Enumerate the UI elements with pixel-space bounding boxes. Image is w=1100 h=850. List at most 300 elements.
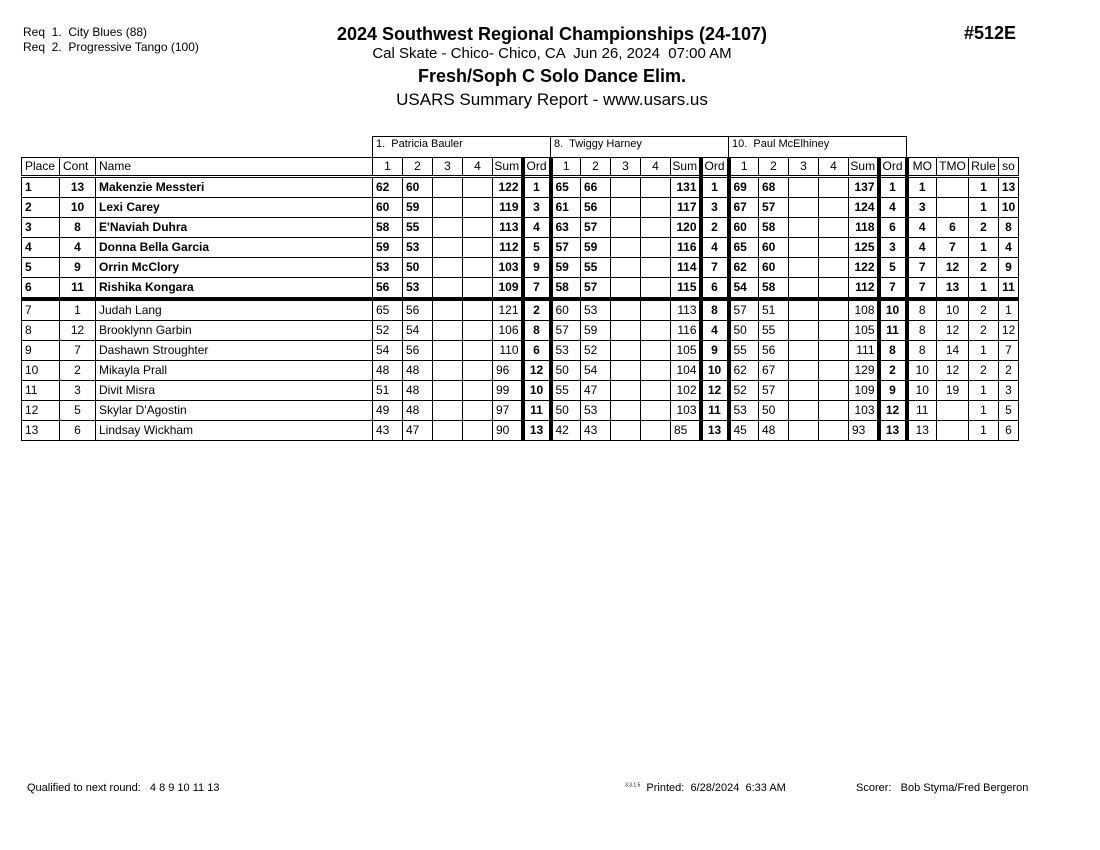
judge-1-score-3 xyxy=(433,177,463,198)
judge-2-ordinal: 3 xyxy=(701,198,729,218)
judge-2-score-3 xyxy=(611,198,641,218)
table-row xyxy=(22,401,1019,421)
place-cell: 6 xyxy=(22,278,60,300)
place-cell: 13 xyxy=(22,421,60,441)
judge-1-score-2: 48 xyxy=(403,381,433,401)
table-row xyxy=(22,299,1019,321)
judge-1-score-1: 51 xyxy=(373,381,403,401)
place-cell: 5 xyxy=(22,258,60,278)
judge-2-score-4 xyxy=(641,421,671,441)
judge-2-score-1: 59 xyxy=(551,258,581,278)
so-cell: 10 xyxy=(999,198,1019,218)
tmo-cell xyxy=(937,401,969,421)
judge-3-score-4 xyxy=(819,258,849,278)
col-j1-1: 1 xyxy=(373,158,403,177)
judge-1-sum: 90 xyxy=(493,421,523,441)
cont-cell: 5 xyxy=(60,401,96,421)
judge-2-score-3 xyxy=(611,238,641,258)
judge-2-score-4 xyxy=(641,361,671,381)
judge-2-score-4 xyxy=(641,341,671,361)
judge-2-score-1: 65 xyxy=(551,177,581,198)
judge-1-score-3 xyxy=(433,361,463,381)
judge-2-score-2: 53 xyxy=(581,401,611,421)
cont-cell: 11 xyxy=(60,278,96,300)
judge-1-score-1: 62 xyxy=(373,177,403,198)
judge-1-score-2: 59 xyxy=(403,198,433,218)
name-cell: Lindsay Wickham xyxy=(96,421,373,441)
cont-cell: 1 xyxy=(60,299,96,321)
judge-1-score-4 xyxy=(463,177,493,198)
tmo-cell: 6 xyxy=(937,218,969,238)
place-cell: 12 xyxy=(22,401,60,421)
judge-2-score-2: 55 xyxy=(581,258,611,278)
judge-2-ordinal: 13 xyxy=(701,421,729,441)
cont-cell: 8 xyxy=(60,218,96,238)
col-j1-sum: Sum xyxy=(493,158,523,177)
judge-1-ordinal: 1 xyxy=(523,177,551,198)
judge-3-sum: 109 xyxy=(849,381,879,401)
cont-cell: 9 xyxy=(60,258,96,278)
so-cell: 1 xyxy=(999,299,1019,321)
judges-row xyxy=(22,137,1019,158)
judge-3-score-1: 65 xyxy=(729,238,759,258)
judge-2-score-4 xyxy=(641,299,671,321)
judge-1-ordinal: 2 xyxy=(523,299,551,321)
judge-1-ordinal: 12 xyxy=(523,361,551,381)
judge-2-score-1: 61 xyxy=(551,198,581,218)
judge-1-score-1: 48 xyxy=(373,361,403,381)
scorer-info: Scorer: Bob Styma/Fred Bergeron xyxy=(856,782,1029,794)
judge-3-score-3 xyxy=(789,218,819,238)
qualified-list: Qualified to next round: 4 8 9 10 11 13 xyxy=(27,782,220,794)
judge-3-ordinal: 10 xyxy=(879,299,907,321)
place-cell: 11 xyxy=(22,381,60,401)
cont-cell: 6 xyxy=(60,421,96,441)
mo-cell: 8 xyxy=(907,299,937,321)
judge-3-score-1: 60 xyxy=(729,218,759,238)
mo-cell: 10 xyxy=(907,381,937,401)
col-j2-sum: Sum xyxy=(671,158,701,177)
table-row xyxy=(22,238,1019,258)
name-cell: Dashawn Stroughter xyxy=(96,341,373,361)
judge-2-name: 8. Twiggy Harney xyxy=(551,137,729,158)
judge-2-score-4 xyxy=(641,198,671,218)
col-j1-ord: Ord xyxy=(523,158,551,177)
col-tmo: TMO xyxy=(937,158,969,177)
judge-1-score-2: 50 xyxy=(403,258,433,278)
judge-2-ordinal: 8 xyxy=(701,299,729,321)
judge-3-score-2: 67 xyxy=(759,361,789,381)
judge-2-score-2: 59 xyxy=(581,321,611,341)
judge-2-sum: 85 xyxy=(671,421,701,441)
tmo-cell: 7 xyxy=(937,238,969,258)
judge-3-score-3 xyxy=(789,299,819,321)
judge-2-score-4 xyxy=(641,238,671,258)
judge-2-score-4 xyxy=(641,218,671,238)
judge-1-score-3 xyxy=(433,218,463,238)
judge-1-score-4 xyxy=(463,218,493,238)
judge-3-score-4 xyxy=(819,278,849,300)
cont-cell: 10 xyxy=(60,198,96,218)
judge-1-score-4 xyxy=(463,258,493,278)
cont-cell: 12 xyxy=(60,321,96,341)
judge-1-ordinal: 9 xyxy=(523,258,551,278)
name-cell: Lexi Carey xyxy=(96,198,373,218)
judge-3-score-1: 62 xyxy=(729,361,759,381)
judge-3-sum: 137 xyxy=(849,177,879,198)
judge-1-score-4 xyxy=(463,401,493,421)
name-cell: Donna Bella Garcia xyxy=(96,238,373,258)
judge-2-score-1: 50 xyxy=(551,361,581,381)
col-j3-4: 4 xyxy=(819,158,849,177)
judge-3-score-3 xyxy=(789,198,819,218)
col-j3-sum: Sum xyxy=(849,158,879,177)
judge-2-ordinal: 9 xyxy=(701,341,729,361)
judge-1-score-3 xyxy=(433,341,463,361)
place-cell: 7 xyxy=(22,299,60,321)
so-cell: 13 xyxy=(999,177,1019,198)
judge-2-ordinal: 11 xyxy=(701,401,729,421)
judge-1-ordinal: 8 xyxy=(523,321,551,341)
judge-1-sum: 99 xyxy=(493,381,523,401)
judge-2-sum: 103 xyxy=(671,401,701,421)
judge-2-score-2: 43 xyxy=(581,421,611,441)
mo-cell: 3 xyxy=(907,198,937,218)
table-row xyxy=(22,341,1019,361)
judge-1-sum: 103 xyxy=(493,258,523,278)
rule-cell: 1 xyxy=(969,401,999,421)
col-cont: Cont xyxy=(60,158,96,177)
requirement-1: Req 1. City Blues (88) xyxy=(23,25,148,39)
judge-1-score-1: 43 xyxy=(373,421,403,441)
judge-1-score-3 xyxy=(433,321,463,341)
rule-cell: 1 xyxy=(969,421,999,441)
judge-2-score-2: 54 xyxy=(581,361,611,381)
judge-2-score-3 xyxy=(611,401,641,421)
table-row xyxy=(22,198,1019,218)
judge-1-sum: 121 xyxy=(493,299,523,321)
mo-cell: 8 xyxy=(907,341,937,361)
mo-cell: 11 xyxy=(907,401,937,421)
judge-3-sum: 125 xyxy=(849,238,879,258)
judge-3-sum: 129 xyxy=(849,361,879,381)
requirement-2: Req 2. Progressive Tango (100) xyxy=(23,40,199,54)
judge-3-score-4 xyxy=(819,361,849,381)
judge-1-score-1: 52 xyxy=(373,321,403,341)
judge-1-score-3 xyxy=(433,258,463,278)
judge-3-score-3 xyxy=(789,278,819,300)
judge-1-score-2: 48 xyxy=(403,361,433,381)
judge-1-score-1: 54 xyxy=(373,341,403,361)
tmo-cell xyxy=(937,177,969,198)
judge-3-score-4 xyxy=(819,238,849,258)
judge-1-ordinal: 4 xyxy=(523,218,551,238)
col-so: so xyxy=(999,158,1019,177)
judge-3-ordinal: 4 xyxy=(879,198,907,218)
judge-2-score-2: 53 xyxy=(581,299,611,321)
judge-3-score-3 xyxy=(789,401,819,421)
so-cell: 9 xyxy=(999,258,1019,278)
judge-1-score-3 xyxy=(433,299,463,321)
judge-3-score-4 xyxy=(819,198,849,218)
judge-3-ordinal: 1 xyxy=(879,177,907,198)
judge-2-score-4 xyxy=(641,381,671,401)
judge-2-score-1: 50 xyxy=(551,401,581,421)
name-cell: Divit Misra xyxy=(96,381,373,401)
rule-cell: 2 xyxy=(969,299,999,321)
rule-cell: 1 xyxy=(969,278,999,300)
judge-2-score-4 xyxy=(641,321,671,341)
column-header-row xyxy=(22,158,1019,177)
judge-3-sum: 105 xyxy=(849,321,879,341)
judge-2-score-4 xyxy=(641,278,671,300)
place-cell: 4 xyxy=(22,238,60,258)
judge-2-score-2: 52 xyxy=(581,341,611,361)
judge-2-ordinal: 4 xyxy=(701,321,729,341)
judge-1-score-4 xyxy=(463,299,493,321)
judge-1-score-4 xyxy=(463,321,493,341)
judge-1-ordinal: 7 xyxy=(523,278,551,300)
col-j3-ord: Ord xyxy=(879,158,907,177)
judge-3-score-2: 56 xyxy=(759,341,789,361)
judge-3-score-2: 55 xyxy=(759,321,789,341)
judge-1-ordinal: 13 xyxy=(523,421,551,441)
judge-2-ordinal: 6 xyxy=(701,278,729,300)
judge-1-score-1: 58 xyxy=(373,218,403,238)
so-cell: 7 xyxy=(999,341,1019,361)
judge-1-score-2: 55 xyxy=(403,218,433,238)
tmo-cell: 12 xyxy=(937,361,969,381)
judge-2-score-1: 63 xyxy=(551,218,581,238)
judge-3-ordinal: 3 xyxy=(879,238,907,258)
col-j3-1: 1 xyxy=(729,158,759,177)
judge-1-sum: 110 xyxy=(493,341,523,361)
printed-info xyxy=(625,782,786,794)
judge-2-score-3 xyxy=(611,361,641,381)
judge-2-score-2: 57 xyxy=(581,218,611,238)
col-j2-4: 4 xyxy=(641,158,671,177)
judge-3-score-3 xyxy=(789,381,819,401)
judge-3-score-3 xyxy=(789,177,819,198)
judge-1-score-4 xyxy=(463,421,493,441)
judge-1-score-2: 60 xyxy=(403,177,433,198)
judge-3-score-1: 45 xyxy=(729,421,759,441)
judge-2-score-2: 56 xyxy=(581,198,611,218)
judge-3-ordinal: 12 xyxy=(879,401,907,421)
place-cell: 8 xyxy=(22,321,60,341)
judge-1-score-1: 49 xyxy=(373,401,403,421)
cont-cell: 4 xyxy=(60,238,96,258)
judge-3-sum: 118 xyxy=(849,218,879,238)
judge-1-score-2: 56 xyxy=(403,341,433,361)
judge-2-sum: 104 xyxy=(671,361,701,381)
judge-2-score-3 xyxy=(611,218,641,238)
mo-cell: 1 xyxy=(907,177,937,198)
col-j3-2: 2 xyxy=(759,158,789,177)
judge-3-score-3 xyxy=(789,361,819,381)
judge-2-score-3 xyxy=(611,381,641,401)
judge-3-score-1: 62 xyxy=(729,258,759,278)
judge-1-sum: 122 xyxy=(493,177,523,198)
judge-1-score-3 xyxy=(433,238,463,258)
name-cell: Makenzie Messteri xyxy=(96,177,373,198)
judge-3-sum: 111 xyxy=(849,341,879,361)
judge-1-sum: 119 xyxy=(493,198,523,218)
judge-2-score-2: 66 xyxy=(581,177,611,198)
judge-3-score-2: 57 xyxy=(759,381,789,401)
judge-3-score-2: 60 xyxy=(759,258,789,278)
judge-1-sum: 112 xyxy=(493,238,523,258)
rule-cell: 1 xyxy=(969,198,999,218)
judge-3-score-4 xyxy=(819,341,849,361)
col-j1-3: 3 xyxy=(433,158,463,177)
judge-1-score-1: 59 xyxy=(373,238,403,258)
competition-title: 2024 Southwest Regional Championships (24-107) xyxy=(336,24,768,44)
judge-3-score-4 xyxy=(819,421,849,441)
judge-1-score-4 xyxy=(463,198,493,218)
tmo-cell: 14 xyxy=(937,341,969,361)
so-cell: 2 xyxy=(999,361,1019,381)
judge-3-score-2: 60 xyxy=(759,238,789,258)
rule-cell: 1 xyxy=(969,381,999,401)
judge-2-score-3 xyxy=(611,299,641,321)
judge-3-sum: 124 xyxy=(849,198,879,218)
rule-cell: 2 xyxy=(969,361,999,381)
judge-2-score-3 xyxy=(611,341,641,361)
so-cell: 6 xyxy=(999,421,1019,441)
judge-2-sum: 116 xyxy=(671,238,701,258)
col-j2-3: 3 xyxy=(611,158,641,177)
judge-1-score-2: 53 xyxy=(403,278,433,300)
so-cell: 5 xyxy=(999,401,1019,421)
name-cell: E'Naviah Duhra xyxy=(96,218,373,238)
judge-3-score-1: 52 xyxy=(729,381,759,401)
judge-2-sum: 115 xyxy=(671,278,701,300)
judge-3-score-1: 69 xyxy=(729,177,759,198)
judge-3-ordinal: 11 xyxy=(879,321,907,341)
judge-1-score-2: 47 xyxy=(403,421,433,441)
judge-1-sum: 113 xyxy=(493,218,523,238)
col-name: Name xyxy=(96,158,373,177)
place-cell: 1 xyxy=(22,177,60,198)
judge-2-sum: 117 xyxy=(671,198,701,218)
name-cell: Skylar D'Agostin xyxy=(96,401,373,421)
judge-2-sum: 105 xyxy=(671,341,701,361)
judge-3-score-2: 50 xyxy=(759,401,789,421)
judge-2-sum: 120 xyxy=(671,218,701,238)
judge-3-name: 10. Paul McElhiney xyxy=(729,137,907,158)
judge-3-sum: 108 xyxy=(849,299,879,321)
table-row xyxy=(22,361,1019,381)
printed-date: Printed: 6/28/2024 6:33 AM xyxy=(646,782,786,794)
table-row xyxy=(22,278,1019,300)
tmo-cell: 10 xyxy=(937,299,969,321)
judge-1-score-4 xyxy=(463,341,493,361)
judge-3-score-2: 51 xyxy=(759,299,789,321)
rule-cell: 2 xyxy=(969,218,999,238)
judge-2-ordinal: 1 xyxy=(701,177,729,198)
event-number: #512E xyxy=(964,23,1017,43)
col-place: Place xyxy=(22,158,60,177)
judge-3-score-3 xyxy=(789,321,819,341)
judge-1-score-2: 54 xyxy=(403,321,433,341)
judge-1-score-3 xyxy=(433,278,463,300)
tmo-cell: 12 xyxy=(937,258,969,278)
judge-2-score-4 xyxy=(641,177,671,198)
event-name: Fresh/Soph C Solo Dance Elim. xyxy=(417,66,687,86)
report-name: USARS Summary Report - www.usars.us xyxy=(396,90,708,109)
cont-cell: 3 xyxy=(60,381,96,401)
so-cell: 8 xyxy=(999,218,1019,238)
judge-3-score-2: 58 xyxy=(759,218,789,238)
judge-3-score-2: 58 xyxy=(759,278,789,300)
judge-1-score-4 xyxy=(463,278,493,300)
judge-3-score-3 xyxy=(789,421,819,441)
judge-1-score-4 xyxy=(463,361,493,381)
judge-3-score-4 xyxy=(819,321,849,341)
judge-2-score-2: 57 xyxy=(581,278,611,300)
judge-2-score-3 xyxy=(611,321,641,341)
judge-3-score-1: 53 xyxy=(729,401,759,421)
table-row xyxy=(22,421,1019,441)
judge-1-score-2: 53 xyxy=(403,238,433,258)
judge-1-score-4 xyxy=(463,381,493,401)
mo-cell: 7 xyxy=(907,278,937,300)
table-row xyxy=(22,381,1019,401)
table-row xyxy=(22,321,1019,341)
table-row xyxy=(22,177,1019,198)
judge-1-score-3 xyxy=(433,381,463,401)
judge-1-score-3 xyxy=(433,198,463,218)
judge-2-score-1: 57 xyxy=(551,238,581,258)
so-cell: 3 xyxy=(999,381,1019,401)
judge-1-sum: 97 xyxy=(493,401,523,421)
judge-1-score-2: 56 xyxy=(403,299,433,321)
judge-3-score-4 xyxy=(819,299,849,321)
place-cell: 2 xyxy=(22,198,60,218)
judge-2-score-1: 55 xyxy=(551,381,581,401)
name-cell: Orrin McClory xyxy=(96,258,373,278)
judge-2-sum: 114 xyxy=(671,258,701,278)
tmo-cell xyxy=(937,198,969,218)
so-cell: 11 xyxy=(999,278,1019,300)
judge-1-ordinal: 10 xyxy=(523,381,551,401)
judge-2-score-1: 60 xyxy=(551,299,581,321)
name-cell: Brooklynn Garbin xyxy=(96,321,373,341)
judge-2-score-3 xyxy=(611,258,641,278)
rule-cell: 2 xyxy=(969,258,999,278)
judge-3-ordinal: 8 xyxy=(879,341,907,361)
judge-3-score-3 xyxy=(789,258,819,278)
rule-cell: 1 xyxy=(969,341,999,361)
judge-2-score-1: 42 xyxy=(551,421,581,441)
place-cell: 10 xyxy=(22,361,60,381)
judge-3-score-2: 57 xyxy=(759,198,789,218)
judge-3-sum: 122 xyxy=(849,258,879,278)
judge-2-ordinal: 12 xyxy=(701,381,729,401)
name-cell: Judah Lang xyxy=(96,299,373,321)
col-j2-ord: Ord xyxy=(701,158,729,177)
judge-1-score-4 xyxy=(463,238,493,258)
col-j3-3: 3 xyxy=(789,158,819,177)
judge-2-ordinal: 4 xyxy=(701,238,729,258)
col-j2-2: 2 xyxy=(581,158,611,177)
judge-3-score-4 xyxy=(819,177,849,198)
col-j1-4: 4 xyxy=(463,158,493,177)
judge-3-sum: 93 xyxy=(849,421,879,441)
judge-3-score-1: 67 xyxy=(729,198,759,218)
judge-1-score-3 xyxy=(433,421,463,441)
